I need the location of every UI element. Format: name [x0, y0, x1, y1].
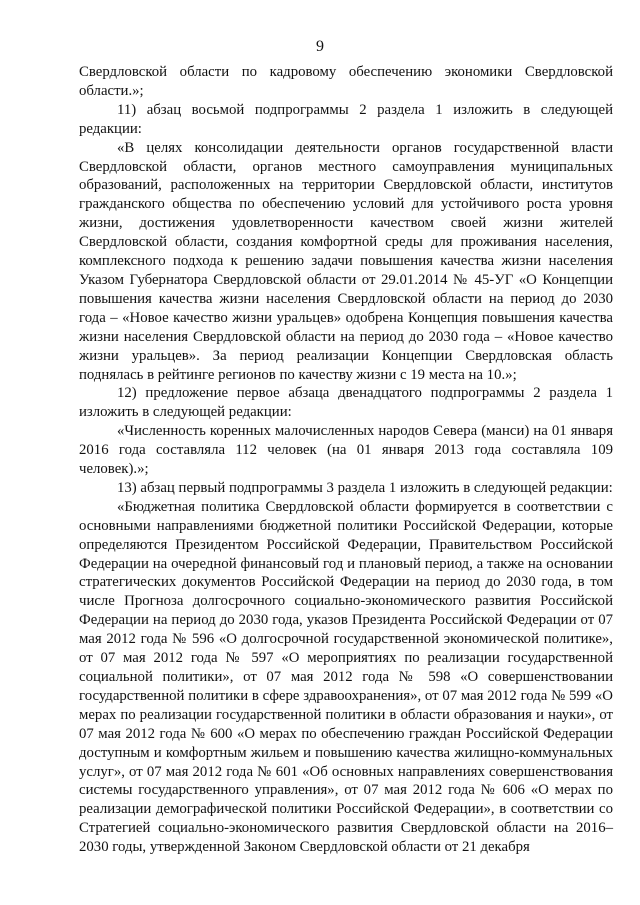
paragraph: «В целях консолидации деятельности органов государственной власти Свердловской области, органов местного самоуправления муниципальных образований, расположенных на территории Свердловской области, институтов гражданского общества по обеспечению условий для устойчивого роста уровня жизни, достижения удовлетворенности качеством своей жизни жителей Свердловской области, создания комфортной среды для проживания населения, комплексного подхода к решению задачи повышения качества жизни населения Указом Губернатора Свердловской области от 29.01.2014 № 45-УГ «О Концепции повышения качества жизни населения Свердловской области на период до 2030 года – «Новое качество жизни уральцев» одобрена Концепция повышения качества жизни населения Свердловской области на период до 2030 года – «Новое качество жизни уральцев». За период реализации Концепции Свердловская область поднялась в рейтинге регионов по качеству жизни с 19 места на 10.»; [79, 139, 613, 383]
paragraph: 13) абзац первый подпрограммы 3 раздела 1 изложить в следующей редакции: [117, 479, 613, 496]
paragraph: 12) предложение первое абзаца двенадцатого подпрограммы 2 раздела 1 изложить в следующей редакции: [79, 385, 613, 421]
paragraph: Свердловской области по кадровому обеспечению экономики Свердловской области.»; [79, 64, 613, 99]
page-number: 9 [316, 38, 324, 55]
paragraph: «Бюджетная политика Свердловской области формируется в соответствии с основными направлениями бюджетной политики Российской Федерации, которые определяются Президентом Российской Федерации, Правительством Российской Федерации на очередной финансовый год и плановый период, а также на основании стратегических документов Российской Федерации на период до 2030 года, в том числе Прогноза долгосрочного социально-экономического развития Российской Федерации на период до 2030 года, указов Президента Российской Федерации от 07 мая 2012 года № 596 «О долгосрочной государственной экономической политике», от 07 мая 2012 года № 597 «О мероприятиях по реализации государственной социальной политики», от 07 мая 2012 года № 598 «О совершенствовании государственной политики в сфере здравоохранения», от 07 мая 2012 года № 599 «О мерах по реализации государственной политики в области образования и науки», от 07 мая 2012 года № 600 «О мерах по обеспечению граждан Российской Федерации доступным и комфортным жильем и повышению качества жилищно-коммунальных услуг», от 07 мая 2012 года № 601 «Об основных направлениях совершенствования системы государственного управления», от 07 мая 2012 года № 606 «О мерах по реализации демографической политики Российской Федерации», в соответствии со Стратегией социально-экономического развития Свердловской области на 2016–2030 годы, утвержденной Законом Свердловской области от 21 декабря [79, 498, 613, 856]
document-body [79, 63, 613, 857]
paragraph: 11) абзац восьмой подпрограммы 2 раздела 1 изложить в следующей редакции: [79, 101, 613, 137]
paragraph: «Численность коренных малочисленных народов Севера (манси) на 01 января 2016 года составляла 112 человек (на 01 января 2013 года составляла 109 человек).»; [79, 423, 613, 478]
